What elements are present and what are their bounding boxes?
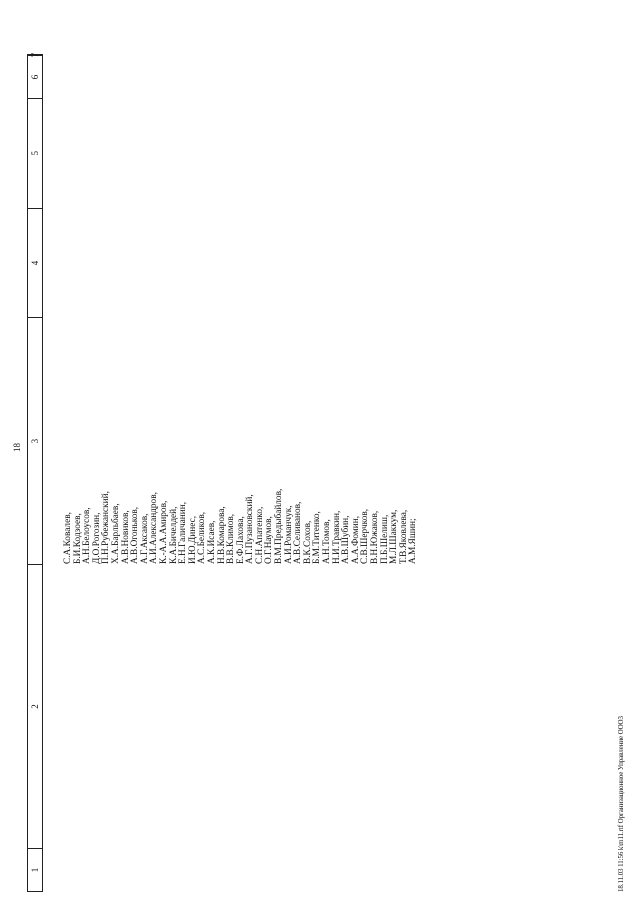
name-list-item: Б.М.Титенко, [312, 511, 323, 564]
name-list-item: А.А.Фомин, [350, 515, 361, 564]
name-list-item: М.Л.Шаккум, [389, 509, 400, 564]
name-list-item: Х.А.Барльбаев, [110, 503, 121, 564]
name-list-item: А.К.Исаев, [206, 520, 217, 564]
name-list-item: К.А.Бичелдей, [168, 506, 179, 564]
name-list-item: Т.В.Яковлева, [398, 509, 409, 564]
name-list-item: А.В.Огоньков, [130, 506, 141, 564]
names-list [64, 489, 419, 564]
name-list-item: А.В.Селиванов, [293, 501, 304, 564]
name-list-item: А.Г.Пузановский, [245, 494, 256, 564]
name-list-item: А.М.Яшин; [408, 518, 419, 564]
name-list-item: Б.И.Кодзоев, [72, 513, 83, 564]
column-header-2: 2 [28, 564, 42, 848]
name-list-item: А.Н.Томов, [322, 519, 333, 564]
column-number-header-row: 1 2 3 4 5 6 7 [27, 54, 43, 892]
name-list-item: А.В.Новиков, [120, 510, 131, 564]
name-list-item: П.Н.Рубежанский, [101, 491, 112, 564]
column-header-5: 5 [28, 98, 42, 208]
footer-file-info: 18.11.03 11:56 k\m11.rtf Организационное Управление ООО3 [617, 716, 625, 892]
name-list-item: О.Г.Наумов, [264, 516, 275, 564]
column-header-1: 1 [28, 848, 42, 891]
name-list-item: Д.О.Рогозин, [91, 512, 102, 564]
name-list-item: В.М.Предыбайлов, [274, 488, 285, 564]
name-list-item: А.И.Александров, [149, 492, 160, 564]
name-list-item: А.Н.Белоусов, [82, 507, 93, 564]
name-list-item: Е.Н.Галичанин, [178, 501, 189, 564]
name-list-item: А.И.Романчук, [283, 505, 294, 564]
name-list-item: Н.И.Травкин, [331, 510, 342, 564]
name-list-item: Н.В.Комарова, [216, 506, 227, 564]
name-list-item: В.В.Климов, [226, 513, 237, 564]
name-list-item: Е.Ф.Лахова, [235, 516, 246, 564]
column-header-3: 3 [28, 317, 42, 563]
name-list-item: В.К.Сохов, [302, 520, 313, 564]
name-list-item: С.Н.Апатенко, [254, 506, 265, 564]
name-list-item: А.Г.Аксаков, [139, 513, 150, 564]
column-header-6: 6 [28, 55, 42, 98]
name-list-item: С.В.Шерчков, [360, 508, 371, 564]
name-list-item: И.Ю.Динес, [187, 515, 198, 564]
name-list-item: В.Н.Южаков, [370, 510, 380, 564]
page-number: 18 [12, 443, 22, 452]
name-list-item: К.-А.А.Амиров, [158, 500, 169, 564]
name-list-item: П.Б.Шелиш, [379, 514, 390, 564]
name-list-item: А.С.Беликов, [197, 511, 208, 564]
name-list-item: С.А.Ковалев, [63, 512, 73, 564]
column-header-4: 4 [28, 208, 42, 318]
name-list-item: А.В.Шубин, [341, 515, 352, 564]
